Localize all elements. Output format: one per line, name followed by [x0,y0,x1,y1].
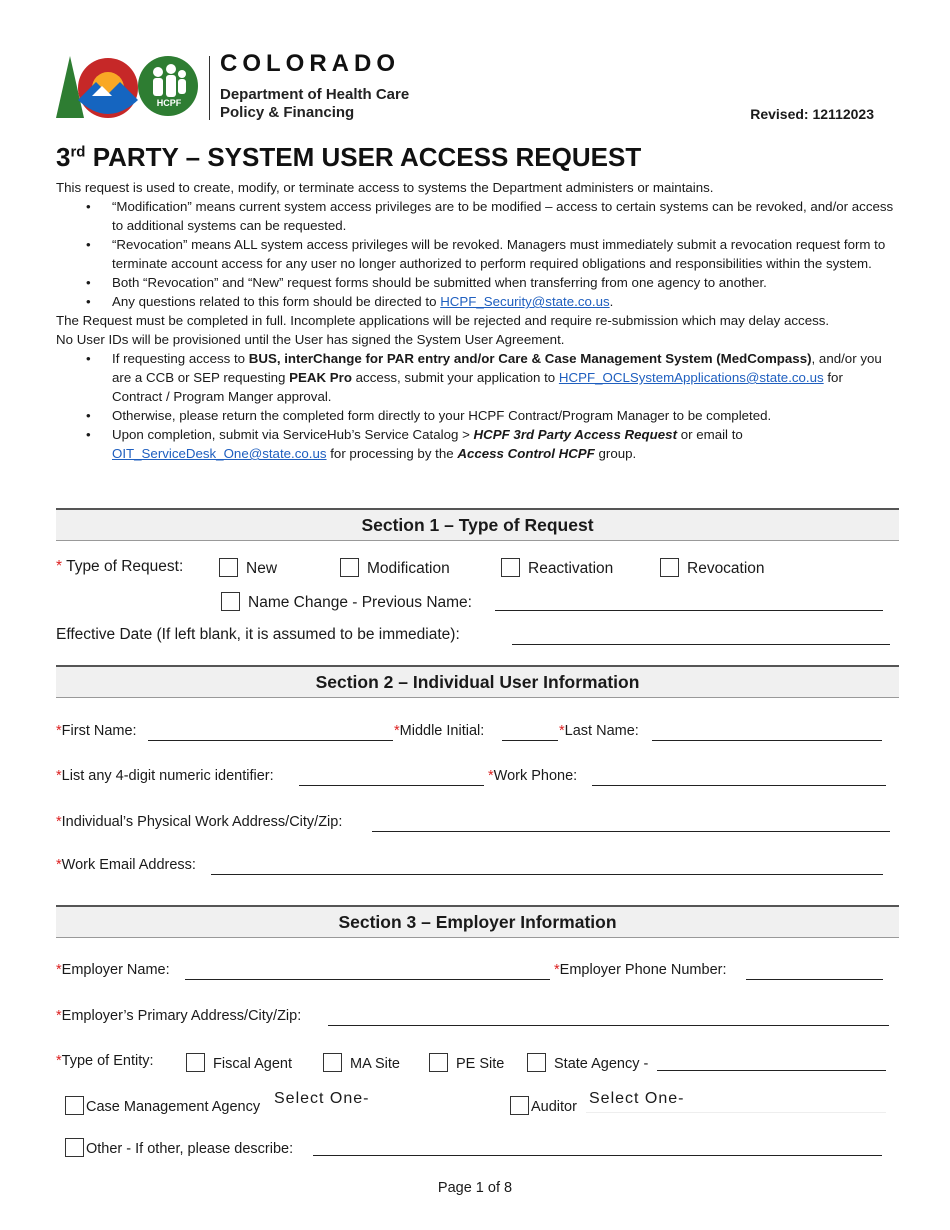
state-name: COLORADO [220,50,400,77]
identifier-field[interactable] [299,771,484,786]
other-description-field[interactable] [313,1141,882,1156]
state-agency-field[interactable] [657,1056,886,1071]
instructions: This request is used to create, modify, or terminate access to systems the Department administers or maintains. • “Modification” means current system access privileges are to be modified – access to certain systems can be revoked, and/or access to additional systems can be requested. • “Revocation” means ALL system access privileges will be revoked. Managers must immediately submit a revocation request form to terminate account access for any user no longer authorized to perform required obligations and responsibilities within the system. • Both “Revocation” and “New” request forms should be submitted when transferring from one agency to another. • Any questions related to this form should be directed to HCPF_Security@state.co.us. The Request must be completed in full. Incomplete applications will be rejected and require re-submission which may delay access. No User IDs will be provisioned until the User has signed the System User Agreement. • If requesting access to BUS, interChange for PAR entry and/or Care & Case Management System (MedCompass), and/or you are a CCB or SEP requesting PEAK Pro access, submit your application to HCPF_OCLSystemApplications@state.co.us for Contract / Program Manger approval. • Otherwise, please return the completed form directly to your HCPF Contract/Program Manager to be completed. • Upon completion, submit via ServiceHub’s Service Catalog > HCPF 3rd Party Access Request or email to OIT_ServiceDesk_One@state.co.us for processing by the Access Control HCPF group. [56,178,896,463]
work-address-label: *Individual’s Physical Work Address/City/Zip: [56,814,343,830]
work-email-label: *Work Email Address: [56,857,196,873]
logo-divider [209,56,210,120]
employer-address-field[interactable] [328,1011,889,1026]
fiscal-agent-checkbox[interactable] [186,1053,205,1072]
previous-name-field[interactable] [495,596,883,611]
hcpf-badge: HCPF [156,98,182,108]
entity-type-label: *Type of Entity: [56,1053,154,1069]
work-phone-label: *Work Phone: [488,768,578,784]
modification-checkbox[interactable] [340,558,359,577]
name-change-checkbox[interactable] [221,592,240,611]
required-marker: * [56,558,63,575]
pe-site-option[interactable]: PE Site [429,1053,504,1072]
department-name: Department of Health Care Policy & Financing [220,86,410,121]
page-number: Page 1 of 8 [437,1180,513,1196]
new-checkbox[interactable] [219,558,238,577]
last-name-label: *Last Name: [559,723,639,739]
other-option[interactable]: Other - If other, please describe: [65,1138,293,1157]
work-address-field[interactable] [372,817,890,832]
case-management-checkbox[interactable] [65,1096,84,1115]
auditor-option[interactable]: Auditor [510,1096,577,1115]
employer-address-label: *Employer’s Primary Address/City/Zip: [56,1008,302,1024]
page-title: 3rd PARTY – SYSTEM USER ACCESS REQUEST [56,142,642,172]
fiscal-agent-option[interactable]: Fiscal Agent [186,1053,292,1072]
modification-option[interactable]: Modification [340,558,450,578]
type-of-request-row: * Type of Request: [56,558,184,575]
first-name-field[interactable] [148,726,393,741]
auditor-select[interactable]: Select One- [589,1090,685,1107]
colorado-c-logo-icon [56,48,216,128]
middle-initial-label: *Middle Initial: [394,723,485,739]
name-change-option[interactable]: Name Change - Previous Name: [221,592,472,612]
revocation-option[interactable]: Revocation [660,558,765,578]
ocl-applications-email-link[interactable]: HCPF_OCLSystemApplications@state.co.us [558,370,824,385]
section-2-header: Section 2 – Individual User Information [56,665,899,698]
last-name-field[interactable] [652,726,882,741]
new-option[interactable]: New [219,558,277,578]
revocation-checkbox[interactable] [660,558,679,577]
revised-date: Revised: 12112023 [750,106,874,122]
case-management-select[interactable]: Select One- [274,1090,370,1107]
employer-phone-label: *Employer Phone Number: [554,962,727,978]
pe-site-checkbox[interactable] [429,1053,448,1072]
security-email-link[interactable]: HCPF_Security@state.co.us [440,294,610,309]
state-agency-checkbox[interactable] [527,1053,546,1072]
other-checkbox[interactable] [65,1138,84,1157]
first-name-label: *First Name: [56,723,137,739]
middle-initial-field[interactable] [502,726,558,741]
ma-site-option[interactable]: MA Site [323,1053,400,1072]
servicedesk-email-link[interactable]: OIT_ServiceDesk_One@state.co.us [112,446,327,461]
work-phone-field[interactable] [592,771,886,786]
state-agency-option[interactable]: State Agency - [527,1053,648,1072]
identifier-label: *List any 4-digit numeric identifier: [56,768,274,784]
auditor-checkbox[interactable] [510,1096,529,1115]
reactivation-option[interactable]: Reactivation [501,558,613,578]
section-1-header: Section 1 – Type of Request [56,508,899,541]
employer-name-label: *Employer Name: [56,962,170,978]
effective-date-field[interactable] [512,630,890,645]
effective-date-label: Effective Date (If left blank, it is assumed to be immediate): [56,626,460,643]
employer-name-field[interactable] [185,965,550,980]
auditor-select-underline [586,1112,886,1113]
case-management-option[interactable]: Case Management Agency [65,1096,260,1115]
employer-phone-field[interactable] [746,965,883,980]
ma-site-checkbox[interactable] [323,1053,342,1072]
section-3-header: Section 3 – Employer Information [56,905,899,938]
work-email-field[interactable] [211,860,883,875]
reactivation-checkbox[interactable] [501,558,520,577]
